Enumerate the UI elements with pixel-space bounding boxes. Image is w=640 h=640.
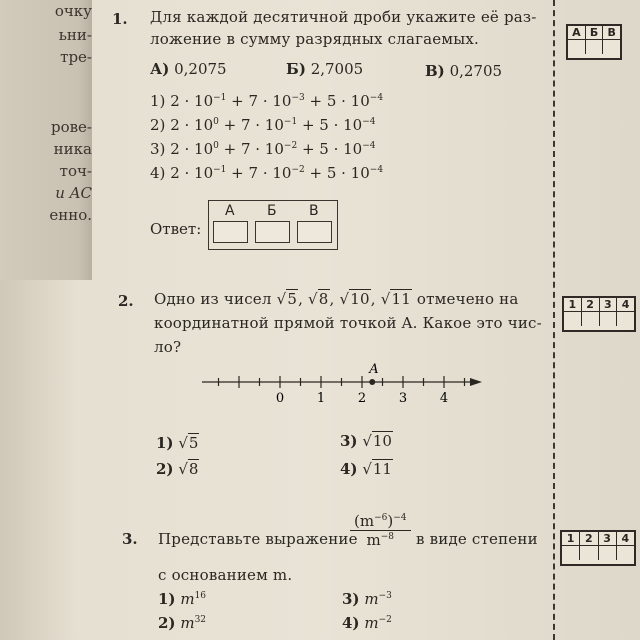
answer-letter: В (309, 203, 319, 219)
axis-tick-label: 3 (398, 391, 408, 406)
option (156, 434, 199, 452)
option-number: 1) (156, 434, 174, 452)
side-box-digit: 4 (621, 532, 630, 545)
answer-letter: А (225, 203, 235, 219)
sqrt-expression: √11 (362, 460, 392, 478)
radicand: 11 (391, 290, 411, 308)
option-number: 3) (342, 590, 360, 608)
option (158, 614, 206, 632)
sqrt-expression: √5 (178, 434, 199, 452)
paren: ) (387, 512, 394, 530)
choice-value: 2,7005 (310, 60, 364, 78)
choice-c (425, 62, 502, 80)
radicand: 5 (287, 290, 298, 308)
answer-label: Ответ: (150, 220, 202, 238)
axis-tick-label: 4 (439, 391, 449, 406)
option-number: 1) (150, 92, 166, 110)
denominator (350, 531, 411, 549)
side-answer-box (560, 530, 636, 566)
question-text: Представьте выражение (158, 530, 358, 548)
answer-cell[interactable] (255, 221, 290, 243)
sqrt-expression: √10 (339, 290, 370, 308)
question-number: 3. (122, 530, 138, 548)
choice-label: В) (425, 62, 445, 80)
exponent: 32 (194, 615, 207, 625)
side-box-digit: 1 (564, 298, 582, 311)
term: 2 · 10 (170, 92, 214, 110)
radicand: 8 (188, 460, 199, 478)
term: + 7 · 10 (218, 140, 284, 158)
question-text: в виде степени (416, 530, 538, 548)
exponent: −1 (213, 93, 227, 103)
exponent: −3 (378, 591, 392, 601)
option (340, 460, 393, 478)
denominator-base: m (366, 531, 381, 549)
numerator-base: (m (354, 512, 375, 530)
power-base: m (180, 614, 195, 632)
gutter-text: рове- (50, 118, 92, 136)
gutter-text: ьни- (58, 26, 92, 44)
option-line (150, 140, 376, 158)
option-number: 2) (158, 614, 176, 632)
exponent: −4 (393, 513, 407, 523)
side-box-letter: Б (586, 26, 604, 39)
side-box-letter: А (568, 26, 586, 39)
exponent: −8 (380, 532, 394, 542)
gutter-text: и AC (55, 184, 92, 202)
radicand: 10 (350, 290, 370, 308)
sqrt-expression: √8 (178, 460, 199, 478)
choice-label: Б) (286, 60, 306, 78)
power-base: m (180, 590, 195, 608)
exponent: −1 (283, 117, 298, 127)
option-number: 2) (156, 460, 174, 478)
exponent: −2 (283, 141, 298, 151)
point-label: A (369, 362, 379, 377)
fraction-expression (350, 512, 411, 549)
question-text: Для каждой десятичной дроби укажите её раз- (150, 8, 537, 26)
side-box-digit: 2 (580, 532, 598, 545)
term: 2 · 10 (170, 116, 214, 134)
exponent: −2 (291, 165, 305, 175)
option-number: 4) (340, 460, 358, 478)
side-box-digit: 2 (582, 298, 600, 311)
side-box-cell[interactable] (603, 40, 620, 54)
term: + 5 · 10 (297, 116, 363, 134)
option (156, 460, 199, 478)
term: + 7 · 10 (226, 164, 292, 182)
term: 2 · 10 (170, 164, 214, 182)
answer-cell[interactable] (213, 221, 248, 243)
gutter-text: ника (53, 140, 92, 158)
question-text: координатной прямой точкой A. Какое это чис- (154, 314, 542, 332)
answer-letter: Б (267, 203, 277, 219)
option-line (150, 92, 383, 110)
cut-line (553, 0, 555, 640)
option (342, 614, 392, 632)
exponent: −1 (213, 165, 227, 175)
side-box-digit: 3 (599, 532, 617, 545)
exponent: 0 (213, 117, 219, 127)
gutter-text: енно. (49, 206, 92, 224)
term: + 5 · 10 (304, 92, 370, 110)
question-text: отмечено на (416, 290, 519, 308)
option-number: 3) (150, 140, 166, 158)
side-answer-box (566, 24, 622, 60)
side-box-cell[interactable] (617, 312, 634, 326)
side-box-digit: 1 (562, 532, 580, 545)
option-number: 4) (342, 614, 360, 632)
term: + 7 · 10 (218, 116, 284, 134)
radicand: 8 (318, 290, 329, 308)
radicand: 10 (372, 432, 392, 450)
term: 2 · 10 (170, 140, 214, 158)
question-text: ло? (154, 338, 182, 356)
sqrt-expression: √11 (380, 290, 411, 308)
numerator (350, 512, 411, 531)
side-box-cell[interactable] (564, 312, 582, 326)
side-answer-box (562, 296, 636, 332)
power-base: m (364, 614, 379, 632)
side-box-digit: 4 (621, 298, 630, 311)
side-box-cell[interactable] (586, 40, 604, 54)
exponent: −4 (362, 141, 376, 151)
sqrt-expression: √5 (276, 290, 298, 308)
option-line (150, 116, 376, 134)
axis-tick-label: 2 (357, 391, 367, 406)
option (158, 590, 206, 608)
question-text: с основанием m. (158, 566, 293, 584)
power-base: m (364, 590, 379, 608)
exponent: −4 (362, 117, 376, 127)
answer-cell[interactable] (297, 221, 332, 243)
side-box-cell[interactable] (562, 546, 580, 560)
choice-a (150, 60, 227, 78)
option-line (150, 164, 383, 182)
point-a (369, 379, 375, 385)
option (342, 590, 392, 608)
option (340, 432, 393, 450)
exponent: −2 (378, 615, 392, 625)
exponent: −4 (369, 165, 384, 175)
choice-b (286, 60, 363, 78)
side-box-digit: 3 (600, 298, 618, 311)
choice-value: 0,2075 (174, 60, 227, 78)
exponent: −3 (291, 93, 305, 103)
exponent: 0 (213, 141, 219, 151)
question-text: Одно из чисел (154, 290, 272, 308)
question-number: 1. (112, 10, 128, 28)
radicand: 11 (372, 460, 392, 478)
term: + 7 · 10 (226, 92, 292, 110)
option-number: 4) (150, 164, 166, 182)
sqrt-expression: √10 (362, 432, 392, 450)
option-number: 1) (158, 590, 176, 608)
gutter-text: точ- (59, 162, 92, 180)
term: + 5 · 10 (297, 140, 363, 158)
number-line (200, 360, 490, 410)
side-box-cell[interactable] (580, 546, 598, 560)
side-box-cell[interactable] (617, 546, 634, 560)
gutter-text: тре- (60, 48, 92, 66)
gutter-text: очку (54, 2, 92, 20)
side-box-letter: В (607, 26, 616, 39)
choice-label: А) (150, 60, 170, 78)
question-text: ложение в сумму разрядных слагаемых. (150, 30, 480, 48)
question-number: 2. (118, 292, 134, 310)
axis-arrow-icon (470, 378, 482, 386)
choice-value: 0,2705 (449, 62, 503, 80)
exponent: −4 (369, 93, 384, 103)
previous-page-edge (0, 0, 92, 280)
side-box-cell[interactable] (582, 312, 600, 326)
axis-tick-label: 1 (316, 391, 326, 406)
exponent: 16 (194, 591, 207, 601)
answer-frame (208, 200, 338, 250)
option-number: 2) (150, 116, 166, 134)
side-box-cell[interactable] (568, 40, 586, 54)
exponent: −6 (374, 513, 388, 523)
side-box-cell[interactable] (599, 546, 617, 560)
sqrt-expression: √8 (308, 290, 329, 308)
option-number: 3) (340, 432, 358, 450)
axis-tick-label: 0 (275, 391, 285, 406)
radicand: 5 (188, 434, 199, 452)
side-box-cell[interactable] (600, 312, 618, 326)
question-text-line: Одно из чисел √5, √8, √10, √11 отмечено на (154, 290, 519, 308)
term: + 5 · 10 (304, 164, 370, 182)
